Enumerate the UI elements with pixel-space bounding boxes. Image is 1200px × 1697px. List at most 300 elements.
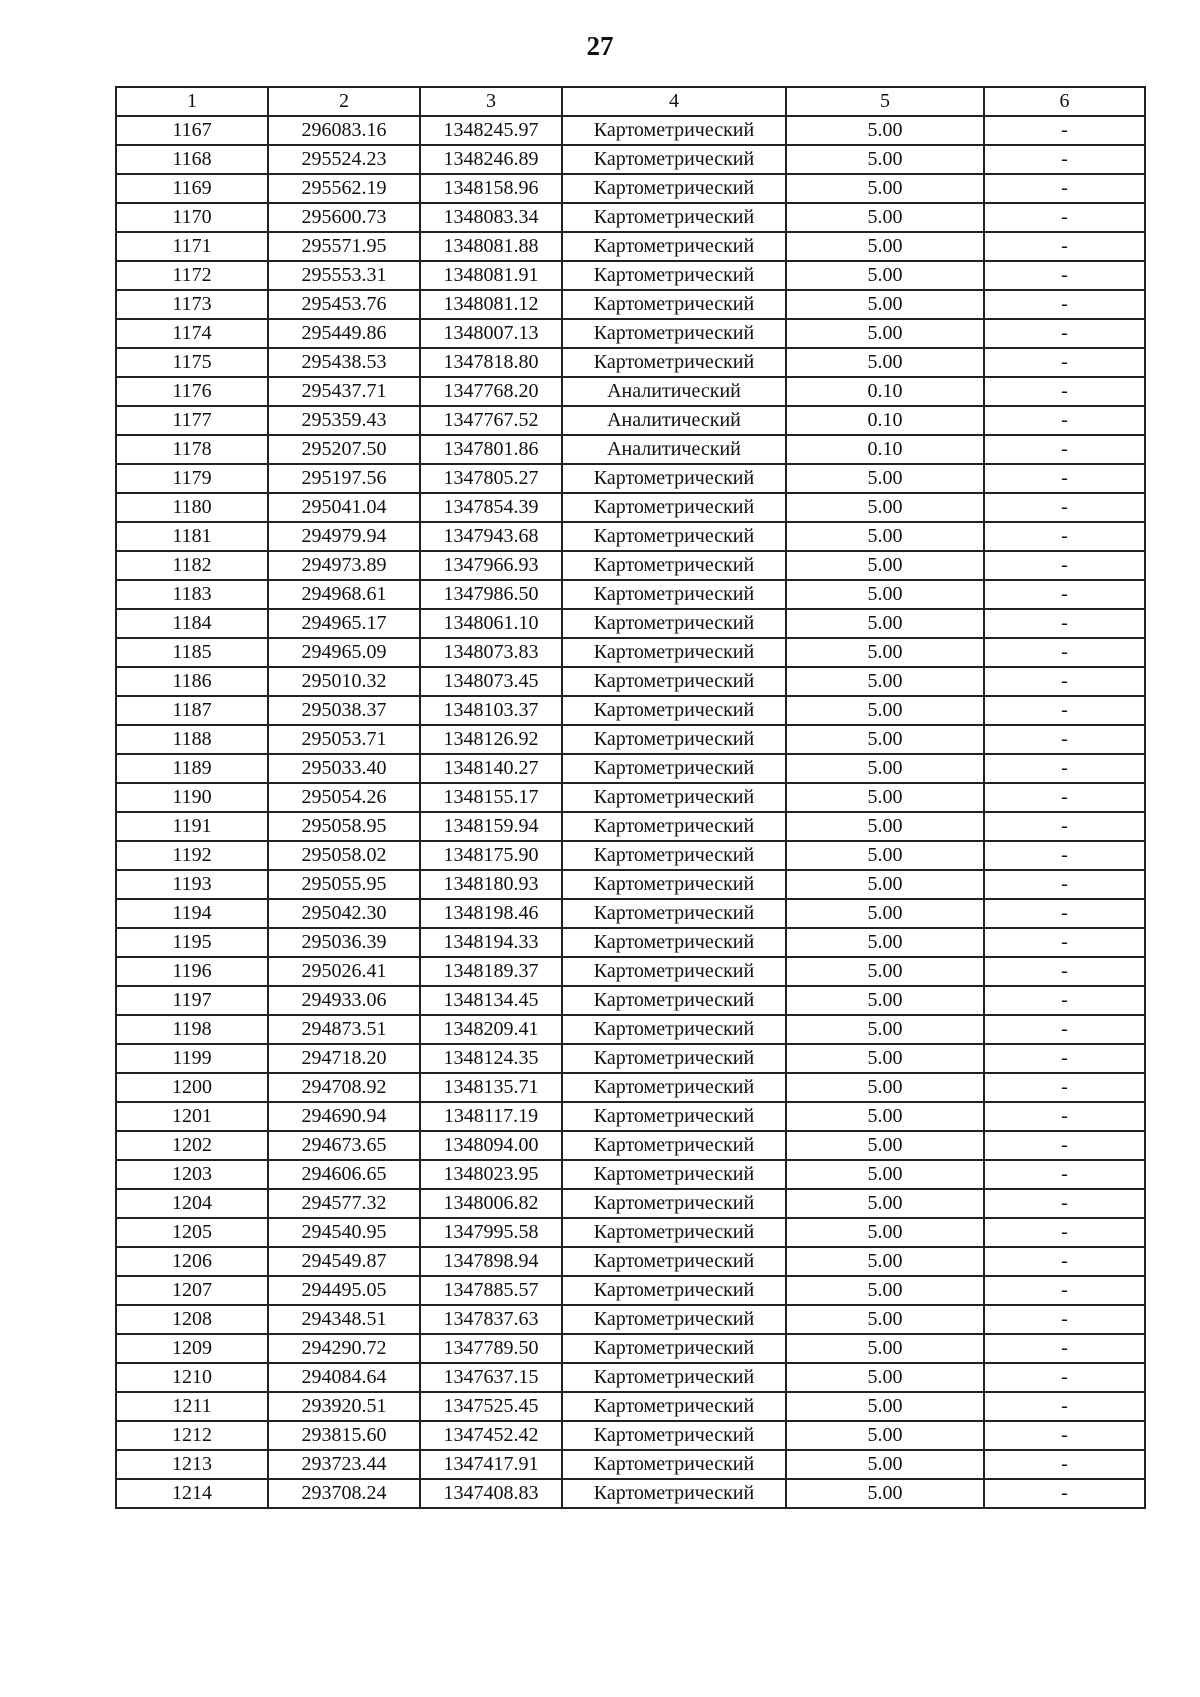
accuracy-cell: 5.00	[786, 116, 984, 145]
point-number-cell: 1175	[116, 348, 268, 377]
point-number-cell: 1171	[116, 232, 268, 261]
y-coordinate-cell: 1347885.57	[420, 1276, 562, 1305]
point-number-cell: 1182	[116, 551, 268, 580]
table-row	[116, 1421, 1145, 1450]
y-coordinate-cell: 1348081.12	[420, 290, 562, 319]
y-coordinate-cell: 1348007.13	[420, 319, 562, 348]
y-coordinate-cell: 1347995.58	[420, 1218, 562, 1247]
y-coordinate-cell: 1348155.17	[420, 783, 562, 812]
accuracy-cell: 5.00	[786, 1247, 984, 1276]
table-row	[116, 1363, 1145, 1392]
note-cell: -	[984, 435, 1145, 464]
method-cell: Картометрический	[562, 580, 786, 609]
x-coordinate-cell: 295036.39	[268, 928, 420, 957]
y-coordinate-cell: 1348134.45	[420, 986, 562, 1015]
note-cell: -	[984, 783, 1145, 812]
y-coordinate-cell: 1347789.50	[420, 1334, 562, 1363]
method-cell: Картометрический	[562, 1102, 786, 1131]
table-row	[116, 1189, 1145, 1218]
accuracy-cell: 5.00	[786, 551, 984, 580]
method-cell: Картометрический	[562, 1073, 786, 1102]
y-coordinate-cell: 1348159.94	[420, 812, 562, 841]
y-coordinate-cell: 1348135.71	[420, 1073, 562, 1102]
method-cell: Картометрический	[562, 464, 786, 493]
accuracy-cell: 5.00	[786, 1160, 984, 1189]
note-cell: -	[984, 928, 1145, 957]
y-coordinate-cell: 1348081.88	[420, 232, 562, 261]
table-row	[116, 1073, 1145, 1102]
note-cell: -	[984, 319, 1145, 348]
point-number-cell: 1185	[116, 638, 268, 667]
table-row	[116, 783, 1145, 812]
x-coordinate-cell: 295041.04	[268, 493, 420, 522]
method-cell: Картометрический	[562, 1450, 786, 1479]
note-cell: -	[984, 1276, 1145, 1305]
table-row	[116, 667, 1145, 696]
point-number-cell: 1174	[116, 319, 268, 348]
note-cell: -	[984, 957, 1145, 986]
note-cell: -	[984, 116, 1145, 145]
accuracy-cell: 5.00	[786, 1276, 984, 1305]
x-coordinate-cell: 295207.50	[268, 435, 420, 464]
accuracy-cell: 5.00	[786, 1421, 984, 1450]
point-number-cell: 1172	[116, 261, 268, 290]
point-number-cell: 1198	[116, 1015, 268, 1044]
note-cell: -	[984, 1334, 1145, 1363]
note-cell: -	[984, 1131, 1145, 1160]
accuracy-cell: 5.00	[786, 870, 984, 899]
method-cell: Картометрический	[562, 1015, 786, 1044]
table-row	[116, 493, 1145, 522]
table-row	[116, 1392, 1145, 1421]
point-number-cell: 1213	[116, 1450, 268, 1479]
y-coordinate-cell: 1348083.34	[420, 203, 562, 232]
x-coordinate-cell: 295438.53	[268, 348, 420, 377]
x-coordinate-cell: 294577.32	[268, 1189, 420, 1218]
point-number-cell: 1184	[116, 609, 268, 638]
y-coordinate-cell: 1347452.42	[420, 1421, 562, 1450]
note-cell: -	[984, 1305, 1145, 1334]
point-number-cell: 1203	[116, 1160, 268, 1189]
y-coordinate-cell: 1347837.63	[420, 1305, 562, 1334]
note-cell: -	[984, 725, 1145, 754]
note-cell: -	[984, 261, 1145, 290]
method-cell: Картометрический	[562, 290, 786, 319]
point-number-cell: 1179	[116, 464, 268, 493]
x-coordinate-cell: 294718.20	[268, 1044, 420, 1073]
x-coordinate-cell: 294495.05	[268, 1276, 420, 1305]
method-cell: Картометрический	[562, 145, 786, 174]
accuracy-cell: 5.00	[786, 145, 984, 174]
accuracy-cell: 5.00	[786, 464, 984, 493]
method-cell: Картометрический	[562, 1421, 786, 1450]
accuracy-cell: 5.00	[786, 1479, 984, 1508]
y-coordinate-cell: 1348198.46	[420, 899, 562, 928]
table-row	[116, 145, 1145, 174]
x-coordinate-cell: 295524.23	[268, 145, 420, 174]
accuracy-cell: 5.00	[786, 1189, 984, 1218]
x-coordinate-cell: 295197.56	[268, 464, 420, 493]
note-cell: -	[984, 696, 1145, 725]
accuracy-cell: 5.00	[786, 203, 984, 232]
accuracy-cell: 5.00	[786, 1363, 984, 1392]
table-row	[116, 957, 1145, 986]
accuracy-cell: 5.00	[786, 638, 984, 667]
note-cell: -	[984, 870, 1145, 899]
x-coordinate-cell: 294348.51	[268, 1305, 420, 1334]
table-row	[116, 1015, 1145, 1044]
point-number-cell: 1178	[116, 435, 268, 464]
table-row	[116, 1218, 1145, 1247]
table-row	[116, 1450, 1145, 1479]
point-number-cell: 1201	[116, 1102, 268, 1131]
x-coordinate-cell: 294673.65	[268, 1131, 420, 1160]
point-number-cell: 1170	[116, 203, 268, 232]
x-coordinate-cell: 294549.87	[268, 1247, 420, 1276]
x-coordinate-cell: 294084.64	[268, 1363, 420, 1392]
accuracy-cell: 0.10	[786, 435, 984, 464]
point-number-cell: 1212	[116, 1421, 268, 1450]
point-number-cell: 1205	[116, 1218, 268, 1247]
method-cell: Картометрический	[562, 609, 786, 638]
y-coordinate-cell: 1348126.92	[420, 725, 562, 754]
x-coordinate-cell: 295058.02	[268, 841, 420, 870]
y-coordinate-cell: 1348117.19	[420, 1102, 562, 1131]
method-cell: Картометрический	[562, 551, 786, 580]
note-cell: -	[984, 1247, 1145, 1276]
note-cell: -	[984, 145, 1145, 174]
table-row	[116, 377, 1145, 406]
x-coordinate-cell: 294973.89	[268, 551, 420, 580]
accuracy-cell: 5.00	[786, 957, 984, 986]
note-cell: -	[984, 464, 1145, 493]
point-number-cell: 1169	[116, 174, 268, 203]
table-row	[116, 522, 1145, 551]
method-cell: Картометрический	[562, 493, 786, 522]
note-cell: -	[984, 522, 1145, 551]
table-row	[116, 754, 1145, 783]
method-cell: Картометрический	[562, 1044, 786, 1073]
note-cell: -	[984, 1015, 1145, 1044]
table-row	[116, 812, 1145, 841]
point-number-cell: 1189	[116, 754, 268, 783]
note-cell: -	[984, 174, 1145, 203]
x-coordinate-cell: 294708.92	[268, 1073, 420, 1102]
x-coordinate-cell: 294606.65	[268, 1160, 420, 1189]
method-cell: Картометрический	[562, 928, 786, 957]
point-number-cell: 1177	[116, 406, 268, 435]
note-cell: -	[984, 1044, 1145, 1073]
table-row	[116, 870, 1145, 899]
point-number-cell: 1210	[116, 1363, 268, 1392]
x-coordinate-cell: 295038.37	[268, 696, 420, 725]
table-row	[116, 203, 1145, 232]
x-coordinate-cell: 294873.51	[268, 1015, 420, 1044]
table-row	[116, 406, 1145, 435]
x-coordinate-cell: 295562.19	[268, 174, 420, 203]
point-number-cell: 1199	[116, 1044, 268, 1073]
point-number-cell: 1200	[116, 1073, 268, 1102]
method-cell: Картометрический	[562, 957, 786, 986]
table-row	[116, 899, 1145, 928]
accuracy-cell: 5.00	[786, 1044, 984, 1073]
table-row	[116, 261, 1145, 290]
method-cell: Картометрический	[562, 1160, 786, 1189]
x-coordinate-cell: 295600.73	[268, 203, 420, 232]
x-coordinate-cell: 293708.24	[268, 1479, 420, 1508]
y-coordinate-cell: 1348245.97	[420, 116, 562, 145]
y-coordinate-cell: 1347768.20	[420, 377, 562, 406]
point-number-cell: 1207	[116, 1276, 268, 1305]
note-cell: -	[984, 667, 1145, 696]
note-cell: -	[984, 812, 1145, 841]
x-coordinate-cell: 294690.94	[268, 1102, 420, 1131]
point-number-cell: 1196	[116, 957, 268, 986]
point-number-cell: 1186	[116, 667, 268, 696]
note-cell: -	[984, 1218, 1145, 1247]
note-cell: -	[984, 1189, 1145, 1218]
table-row	[116, 1334, 1145, 1363]
y-coordinate-cell: 1348140.27	[420, 754, 562, 783]
accuracy-cell: 0.10	[786, 377, 984, 406]
point-number-cell: 1197	[116, 986, 268, 1015]
column-header-6: 6	[984, 87, 1145, 116]
x-coordinate-cell: 293723.44	[268, 1450, 420, 1479]
point-number-cell: 1193	[116, 870, 268, 899]
note-cell: -	[984, 232, 1145, 261]
note-cell: -	[984, 1421, 1145, 1450]
accuracy-cell: 5.00	[786, 667, 984, 696]
method-cell: Картометрический	[562, 870, 786, 899]
table-row	[116, 551, 1145, 580]
y-coordinate-cell: 1347966.93	[420, 551, 562, 580]
table-row	[116, 464, 1145, 493]
note-cell: -	[984, 638, 1145, 667]
x-coordinate-cell: 296083.16	[268, 116, 420, 145]
accuracy-cell: 5.00	[786, 1218, 984, 1247]
accuracy-cell: 5.00	[786, 580, 984, 609]
accuracy-cell: 5.00	[786, 1102, 984, 1131]
point-number-cell: 1173	[116, 290, 268, 319]
y-coordinate-cell: 1348103.37	[420, 696, 562, 725]
accuracy-cell: 5.00	[786, 1015, 984, 1044]
method-cell: Картометрический	[562, 203, 786, 232]
y-coordinate-cell: 1348175.90	[420, 841, 562, 870]
method-cell: Картометрический	[562, 348, 786, 377]
accuracy-cell: 5.00	[786, 783, 984, 812]
table-row	[116, 1276, 1145, 1305]
x-coordinate-cell: 293920.51	[268, 1392, 420, 1421]
method-cell: Картометрический	[562, 1479, 786, 1508]
point-number-cell: 1214	[116, 1479, 268, 1508]
method-cell: Картометрический	[562, 319, 786, 348]
point-number-cell: 1176	[116, 377, 268, 406]
table-row	[116, 696, 1145, 725]
method-cell: Картометрический	[562, 754, 786, 783]
accuracy-cell: 5.00	[786, 899, 984, 928]
x-coordinate-cell: 295571.95	[268, 232, 420, 261]
y-coordinate-cell: 1348006.82	[420, 1189, 562, 1218]
table-row	[116, 435, 1145, 464]
table-row	[116, 928, 1145, 957]
y-coordinate-cell: 1347408.83	[420, 1479, 562, 1508]
note-cell: -	[984, 899, 1145, 928]
note-cell: -	[984, 377, 1145, 406]
y-coordinate-cell: 1348023.95	[420, 1160, 562, 1189]
accuracy-cell: 5.00	[786, 754, 984, 783]
y-coordinate-cell: 1348081.91	[420, 261, 562, 290]
point-number-cell: 1208	[116, 1305, 268, 1334]
note-cell: -	[984, 580, 1145, 609]
accuracy-cell: 5.00	[786, 609, 984, 638]
accuracy-cell: 5.00	[786, 348, 984, 377]
accuracy-cell: 0.10	[786, 406, 984, 435]
accuracy-cell: 5.00	[786, 493, 984, 522]
note-cell: -	[984, 1479, 1145, 1508]
y-coordinate-cell: 1347525.45	[420, 1392, 562, 1421]
table-row	[116, 348, 1145, 377]
coordinates-table	[115, 86, 1146, 1509]
table-row	[116, 638, 1145, 667]
note-cell: -	[984, 203, 1145, 232]
x-coordinate-cell: 294933.06	[268, 986, 420, 1015]
y-coordinate-cell: 1347801.86	[420, 435, 562, 464]
point-number-cell: 1202	[116, 1131, 268, 1160]
note-cell: -	[984, 1363, 1145, 1392]
table-row	[116, 986, 1145, 1015]
y-coordinate-cell: 1347767.52	[420, 406, 562, 435]
method-cell: Картометрический	[562, 116, 786, 145]
table-row	[116, 1131, 1145, 1160]
accuracy-cell: 5.00	[786, 261, 984, 290]
column-header-1: 1	[116, 87, 268, 116]
accuracy-cell: 5.00	[786, 841, 984, 870]
table-header	[116, 87, 1145, 116]
table-row	[116, 319, 1145, 348]
point-number-cell: 1180	[116, 493, 268, 522]
method-cell: Аналитический	[562, 377, 786, 406]
x-coordinate-cell: 295026.41	[268, 957, 420, 986]
y-coordinate-cell: 1348209.41	[420, 1015, 562, 1044]
point-number-cell: 1191	[116, 812, 268, 841]
method-cell: Картометрический	[562, 261, 786, 290]
point-number-cell: 1204	[116, 1189, 268, 1218]
table-row	[116, 1102, 1145, 1131]
table-row	[116, 1305, 1145, 1334]
method-cell: Картометрический	[562, 899, 786, 928]
method-cell: Картометрический	[562, 812, 786, 841]
table-row	[116, 290, 1145, 319]
table-row	[116, 841, 1145, 870]
note-cell: -	[984, 290, 1145, 319]
accuracy-cell: 5.00	[786, 232, 984, 261]
x-coordinate-cell: 294290.72	[268, 1334, 420, 1363]
y-coordinate-cell: 1347805.27	[420, 464, 562, 493]
note-cell: -	[984, 1450, 1145, 1479]
accuracy-cell: 5.00	[786, 928, 984, 957]
y-coordinate-cell: 1347818.80	[420, 348, 562, 377]
point-number-cell: 1211	[116, 1392, 268, 1421]
column-header-4: 4	[562, 87, 786, 116]
point-number-cell: 1188	[116, 725, 268, 754]
y-coordinate-cell: 1347943.68	[420, 522, 562, 551]
accuracy-cell: 5.00	[786, 1131, 984, 1160]
y-coordinate-cell: 1347854.39	[420, 493, 562, 522]
y-coordinate-cell: 1348094.00	[420, 1131, 562, 1160]
method-cell: Картометрический	[562, 1392, 786, 1421]
accuracy-cell: 5.00	[786, 1305, 984, 1334]
x-coordinate-cell: 295553.31	[268, 261, 420, 290]
note-cell: -	[984, 1392, 1145, 1421]
accuracy-cell: 5.00	[786, 290, 984, 319]
accuracy-cell: 5.00	[786, 986, 984, 1015]
y-coordinate-cell: 1348158.96	[420, 174, 562, 203]
point-number-cell: 1167	[116, 116, 268, 145]
method-cell: Аналитический	[562, 406, 786, 435]
accuracy-cell: 5.00	[786, 1334, 984, 1363]
method-cell: Картометрический	[562, 232, 786, 261]
table-row	[116, 232, 1145, 261]
table-row	[116, 609, 1145, 638]
accuracy-cell: 5.00	[786, 1392, 984, 1421]
point-number-cell: 1181	[116, 522, 268, 551]
accuracy-cell: 5.00	[786, 319, 984, 348]
x-coordinate-cell: 293815.60	[268, 1421, 420, 1450]
method-cell: Картометрический	[562, 1218, 786, 1247]
y-coordinate-cell: 1348124.35	[420, 1044, 562, 1073]
x-coordinate-cell: 295453.76	[268, 290, 420, 319]
note-cell: -	[984, 1102, 1145, 1131]
method-cell: Картометрический	[562, 1247, 786, 1276]
accuracy-cell: 5.00	[786, 522, 984, 551]
accuracy-cell: 5.00	[786, 696, 984, 725]
column-header-2: 2	[268, 87, 420, 116]
y-coordinate-cell: 1348246.89	[420, 145, 562, 174]
point-number-cell: 1206	[116, 1247, 268, 1276]
y-coordinate-cell: 1348061.10	[420, 609, 562, 638]
y-coordinate-cell: 1347637.15	[420, 1363, 562, 1392]
note-cell: -	[984, 841, 1145, 870]
point-number-cell: 1187	[116, 696, 268, 725]
table-body	[116, 116, 1145, 1508]
x-coordinate-cell: 295359.43	[268, 406, 420, 435]
x-coordinate-cell: 295042.30	[268, 899, 420, 928]
accuracy-cell: 5.00	[786, 174, 984, 203]
method-cell: Картометрический	[562, 667, 786, 696]
y-coordinate-cell: 1348189.37	[420, 957, 562, 986]
y-coordinate-cell: 1348073.83	[420, 638, 562, 667]
page-number: 27	[586, 31, 614, 61]
point-number-cell: 1190	[116, 783, 268, 812]
accuracy-cell: 5.00	[786, 1450, 984, 1479]
header-row	[116, 87, 1145, 116]
y-coordinate-cell: 1347898.94	[420, 1247, 562, 1276]
note-cell: -	[984, 609, 1145, 638]
method-cell: Картометрический	[562, 986, 786, 1015]
table-row	[116, 1160, 1145, 1189]
table-row	[116, 725, 1145, 754]
method-cell: Картометрический	[562, 638, 786, 667]
x-coordinate-cell: 294979.94	[268, 522, 420, 551]
point-number-cell: 1192	[116, 841, 268, 870]
x-coordinate-cell: 295054.26	[268, 783, 420, 812]
method-cell: Картометрический	[562, 783, 786, 812]
x-coordinate-cell: 294965.09	[268, 638, 420, 667]
method-cell: Картометрический	[562, 1305, 786, 1334]
y-coordinate-cell: 1348073.45	[420, 667, 562, 696]
y-coordinate-cell: 1347417.91	[420, 1450, 562, 1479]
method-cell: Картометрический	[562, 174, 786, 203]
